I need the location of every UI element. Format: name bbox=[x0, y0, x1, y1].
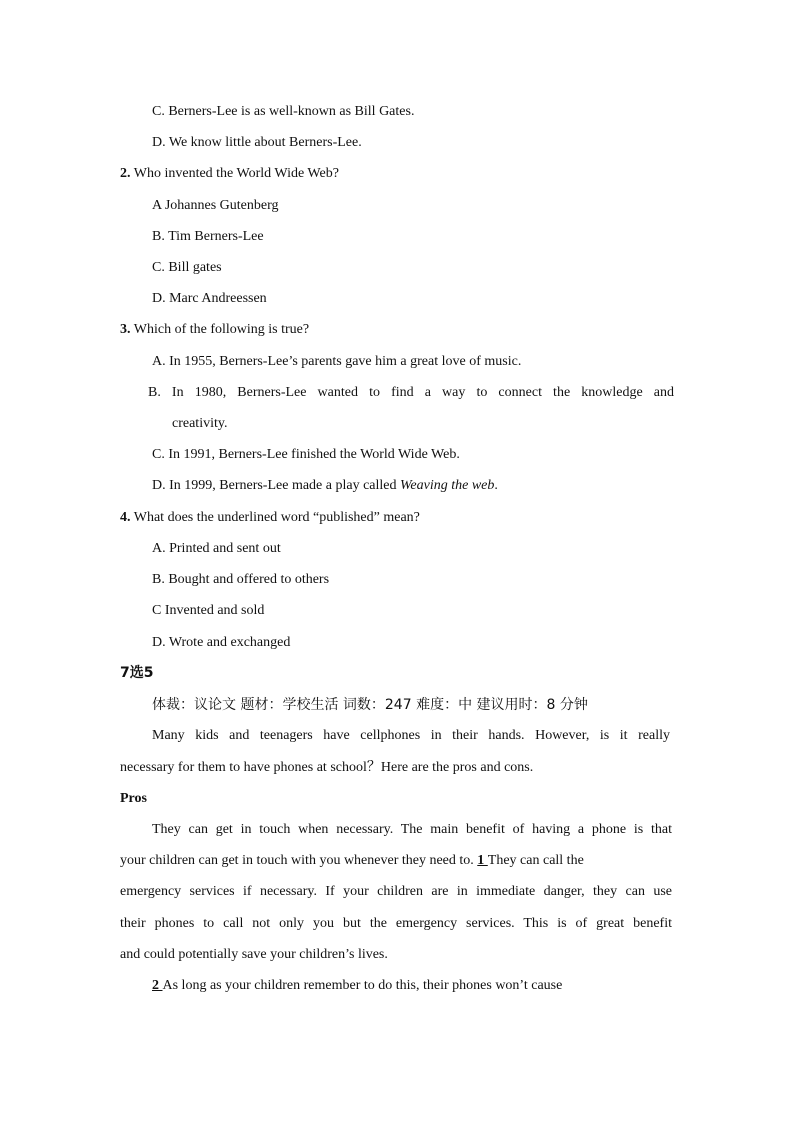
q2-stem bbox=[120, 165, 339, 183]
pros-p1-line2-text: your children can get in touch with you whenever they need to. bbox=[120, 853, 478, 868]
q3-option-c: C. In 1991, Berners-Lee finished the World Wide Web. bbox=[152, 447, 460, 462]
pros-p2-line1 bbox=[152, 977, 672, 995]
play-title: Weaving the web bbox=[400, 478, 495, 493]
q4-text: What does the underlined word “published” mean? bbox=[133, 510, 420, 525]
q2-number: 2. bbox=[120, 166, 131, 181]
pros-p1-line4: their phones to call not only you but the emergency services. This is of great benefit bbox=[120, 916, 672, 931]
q4-stem bbox=[120, 509, 420, 527]
q3-option-d-text: D. In 1999, Berners-Lee made a play called bbox=[152, 478, 401, 493]
q4-option-b: B. Bought and offered to others bbox=[152, 572, 330, 587]
q3-option-d-end: . bbox=[494, 478, 498, 493]
q2-text: Who invented the World Wide Web? bbox=[133, 166, 339, 181]
q3-number: 3. bbox=[120, 322, 131, 337]
q1-option-d: D. We know little about Berners-Lee. bbox=[152, 135, 362, 150]
section-title: 7选5 bbox=[120, 665, 154, 681]
q3-option-d bbox=[152, 477, 498, 495]
pros-p1-line2-end: They can call the bbox=[487, 853, 584, 868]
q2-option-b: B. Tim Berners-Lee bbox=[152, 229, 264, 244]
pros-p1-line5: and could potentially save your children’s lives. bbox=[120, 947, 388, 962]
q3-stem bbox=[120, 321, 309, 339]
pros-p1-line2 bbox=[120, 852, 584, 870]
pros-p1-line3: emergency services if necessary. If your children are in immediate danger, they can use bbox=[120, 884, 672, 899]
q3-option-a: A. In 1955, Berners-Lee’s parents gave him a great love of music. bbox=[152, 354, 522, 369]
pros-p2-line1-text: As long as your children remember to do this, their phones won’t cause bbox=[162, 978, 563, 993]
q4-option-c: C Invented and sold bbox=[152, 603, 265, 618]
q2-option-d: D. Marc Andreessen bbox=[152, 291, 267, 306]
blank-2: 2 bbox=[152, 978, 163, 993]
q2-option-c: C. Bill gates bbox=[152, 260, 222, 275]
intro-line-2: necessary for them to have phones at school？Here are the pros and cons. bbox=[120, 760, 534, 775]
q4-option-a: A. Printed and sent out bbox=[152, 541, 281, 556]
q4-option-d: D. Wrote and exchanged bbox=[152, 635, 291, 650]
q3-option-b-line1: B. In 1980, Berners-Lee wanted to find a way to connect the knowledge and bbox=[148, 385, 674, 400]
pros-p1-line1: They can get in touch when necessary. The main benefit of having a phone is that bbox=[152, 822, 672, 837]
q1-option-c: C. Berners-Lee is as well-known as Bill Gates. bbox=[152, 104, 415, 119]
blank-1: 1 bbox=[477, 853, 488, 868]
q4-number: 4. bbox=[120, 510, 131, 525]
q3-text: Which of the following is true? bbox=[133, 322, 310, 337]
q2-option-a: A Johannes Gutenberg bbox=[152, 198, 279, 213]
q3-option-b-line2: creativity. bbox=[172, 416, 228, 431]
section-meta: 体裁：议论文 题材：学校生活 词数：247 难度：中 建议用时：8 分钟 bbox=[152, 697, 588, 713]
pros-heading: Pros bbox=[120, 791, 147, 806]
intro-line-1: Many kids and teenagers have cellphones in their hands. However, is it really bbox=[152, 728, 670, 743]
